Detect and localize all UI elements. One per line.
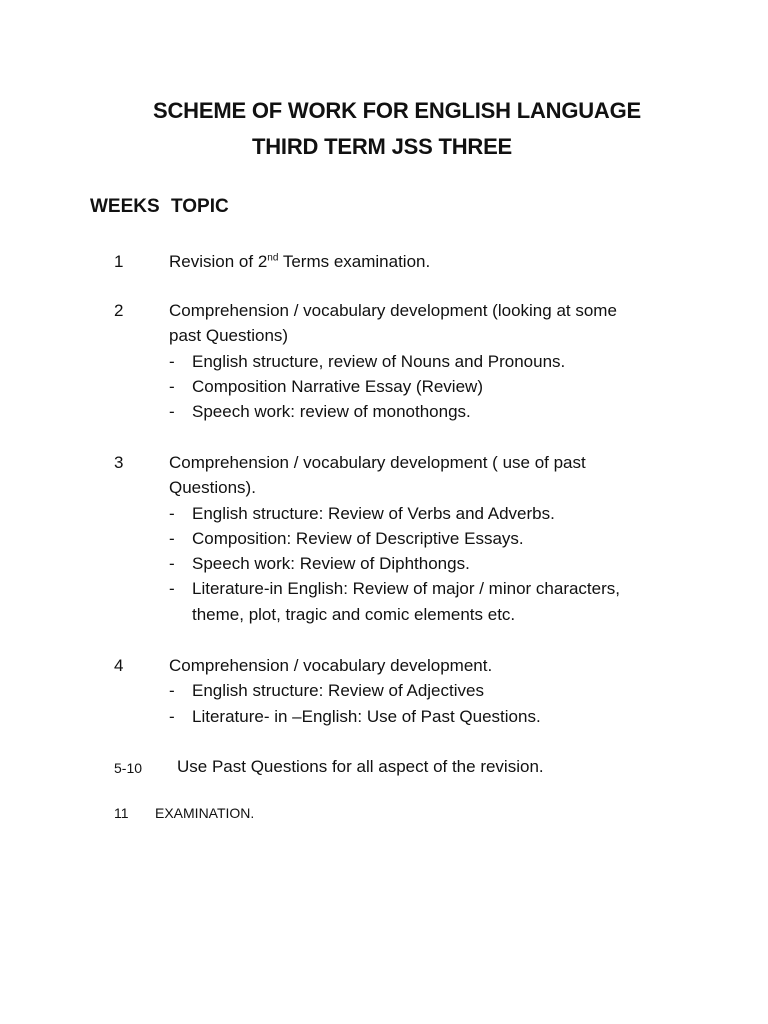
topic-line: Comprehension / vocabulary development (looking at some <box>169 301 617 320</box>
bullet-dash: - <box>169 351 175 371</box>
bullet-item: - Literature- in –English: Use of Past Questions. <box>169 704 689 729</box>
bullet-item: - Speech work: review of monothongs. <box>169 399 689 424</box>
week-1-topic <box>169 249 689 274</box>
ordinal-suffix: nd <box>267 252 279 264</box>
bullet-item: - Speech work: Review of Diphthongs. <box>169 551 689 576</box>
bullet-item: - English structure: Review of Adjectives <box>169 678 689 703</box>
weeks-header: WEEKS <box>90 196 160 217</box>
week-4-topic <box>169 653 689 729</box>
bullet-item: - Composition: Review of Descriptive Essays. <box>169 526 689 551</box>
topic-text: Terms examination. <box>278 252 431 271</box>
document-title: SCHEME OF WORK FOR ENGLISH LANGUAGE <box>153 98 642 123</box>
week-number: 5-10 <box>114 760 143 776</box>
bullet-dash: - <box>169 376 175 396</box>
topic-line: Comprehension / vocabulary development. <box>169 656 493 675</box>
week-number: 11 <box>114 805 129 821</box>
topic-line: Questions). <box>169 478 256 498</box>
topic-line: Use Past Questions for all aspect of the revision. <box>177 757 544 776</box>
bullet-dash: - <box>169 579 175 599</box>
document-subtitle: THIRD TERM JSS THREE <box>252 134 513 159</box>
topic-line: EXAMINATION. <box>155 805 255 821</box>
bullet-item: - Composition Narrative Essay (Review) <box>169 374 689 399</box>
topic-text: Revision of 2 <box>169 252 268 271</box>
topic-header: TOPIC <box>171 196 229 217</box>
week-3-topic <box>169 450 689 627</box>
bullet-dash: - <box>169 528 175 548</box>
topic-line: past Questions) <box>169 326 289 346</box>
week-number: 3 <box>114 453 124 472</box>
bullet-dash: - <box>169 402 175 422</box>
week-11-topic <box>155 801 675 826</box>
topic-line: Comprehension / vocabulary development ( use of past <box>169 453 586 472</box>
bullet-dash: - <box>169 706 175 726</box>
week-number: 1 <box>114 252 124 271</box>
bullet-dash: - <box>169 681 175 701</box>
bullet-dash: - <box>169 503 175 523</box>
weeks-5-10-topic <box>177 754 697 779</box>
week-2-topic <box>169 298 689 424</box>
bullet-dash: - <box>169 554 175 574</box>
bullet-item: - English structure: Review of Verbs and Adverbs. <box>169 501 689 526</box>
bullet-item: - Literature-in English: Review of major / minor characters, theme, plot, tragic and comic elements etc. <box>169 576 662 627</box>
bullet-item: - English structure, review of Nouns and Pronouns. <box>169 349 689 374</box>
week-number: 2 <box>114 301 124 320</box>
week-number: 4 <box>114 656 124 675</box>
